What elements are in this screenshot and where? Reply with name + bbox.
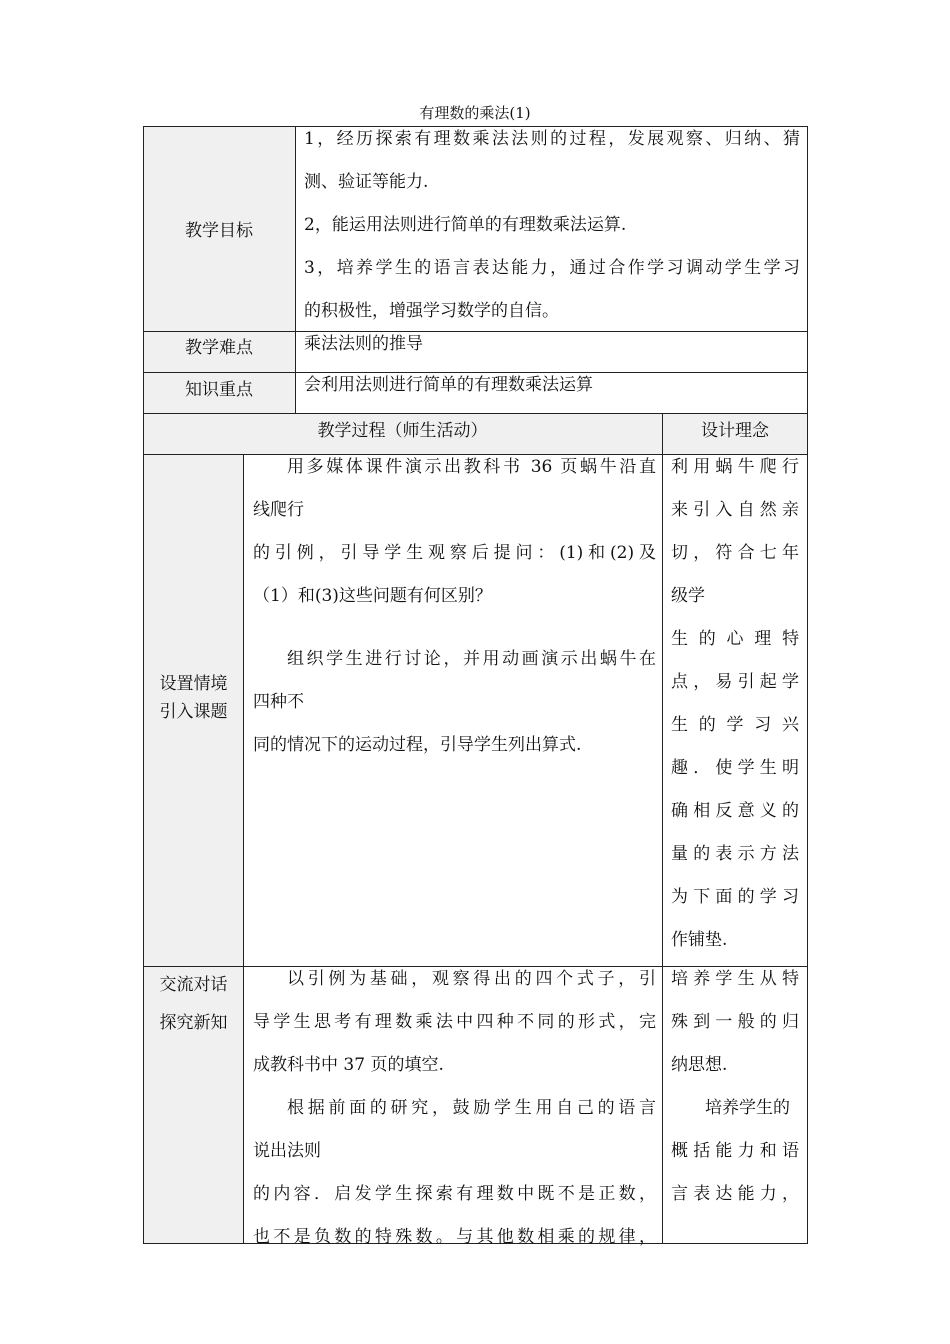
process-line: 同的情况下的运动过程，引导学生列出算式.	[253, 735, 582, 755]
difficulty-label: 教学难点	[185, 338, 253, 358]
section2-process	[253, 958, 656, 1259]
process-line: 导学生思考有理数乘法中四种不同的形式，完	[253, 1012, 656, 1032]
goals-line: 测、验证等能力.	[304, 172, 429, 192]
process-line: 成教科书中 37 页的填空.	[253, 1055, 444, 1075]
goals-line: 3，培养学生的语言表达能力，通过合作学习调动学生学习	[304, 258, 800, 278]
goals-label: 教学目标	[185, 221, 253, 241]
concept-header: 设计理念	[701, 421, 769, 441]
concept-line: 纳思想.	[671, 1055, 728, 1075]
concept-line: 利用蜗牛爬行	[671, 457, 799, 477]
section2-concept	[671, 958, 799, 1216]
section1-label-line: 设置情境	[159, 674, 228, 694]
table-border-right	[807, 126, 808, 1244]
section1-process	[253, 446, 656, 767]
process-line: 根据前面的研究，鼓励学生用自己的语言	[287, 1098, 656, 1118]
section2-label-line: 探究新知	[159, 1013, 228, 1033]
process-header: 教学过程（师生活动）	[317, 421, 488, 441]
col-divider	[243, 454, 244, 1244]
goals-line: 2，能运用法则进行简单的有理数乘法运算.	[304, 215, 627, 235]
process-line: 说出法则	[253, 1141, 321, 1161]
row-divider	[143, 413, 808, 414]
section2-label	[143, 966, 244, 1042]
blank-line	[253, 618, 656, 638]
concept-line: 点，易引起学	[671, 672, 799, 692]
difficulty-text: 乘法法则的推导	[304, 334, 423, 354]
concept-line: 言表达能力，	[671, 1184, 799, 1204]
concept-line: 切，符合七年	[671, 543, 799, 563]
keypoint-text: 会利用法则进行简单的有理数乘法运算	[304, 375, 593, 395]
process-line: 的内容．启发学生探索有理数中既不是正数，	[253, 1184, 656, 1204]
concept-line: 生的学习兴	[671, 715, 799, 735]
process-line: 线爬行	[253, 500, 304, 520]
section1-label-line: 引入课题	[159, 702, 228, 722]
goals-text	[304, 118, 800, 333]
concept-line: 量的表示方法	[671, 844, 799, 864]
concept-line: 为下面的学习	[671, 887, 799, 907]
process-line: 以引例为基础，观察得出的四个式子，引	[287, 969, 656, 989]
concept-line: 级学	[671, 586, 705, 606]
concept-line: 殊到一般的归	[671, 1012, 799, 1032]
concept-line: 来引入自然亲	[671, 500, 799, 520]
process-line: 用多媒体课件演示出教科书 36 页蜗牛沿直	[287, 457, 656, 477]
goals-line: 的积极性，增强学习数学的自信。	[304, 301, 559, 321]
col-divider	[662, 413, 663, 1244]
concept-line: 生的心理特	[671, 629, 799, 649]
document-title: 有理数的乘法(1)	[419, 104, 531, 122]
process-line: （1）和(3)这些问题有何区别？	[253, 586, 492, 606]
keypoint-label: 知识重点	[185, 380, 253, 400]
process-line: 组织学生进行讨论，并用动画演示出蜗牛在	[287, 649, 656, 669]
concept-line: 确相反意义的	[671, 801, 799, 821]
section1-label	[143, 670, 244, 726]
concept-line: 培养学生的	[705, 1098, 790, 1118]
process-line: 四种不	[253, 692, 304, 712]
process-line: 也不是负数的特殊数。与其他数相乘的规律，	[253, 1227, 656, 1247]
section2-label-line: 交流对话	[159, 975, 228, 995]
concept-line: 作铺垫.	[671, 930, 728, 950]
goals-line: 1，经历探索有理数乘法法则的过程，发展观察、归纳、猜	[304, 129, 800, 149]
concept-line: 趣．使学生明	[671, 758, 799, 778]
concept-line: 培养学生从特	[671, 969, 799, 989]
lesson-plan-table	[143, 126, 808, 1247]
process-line: 的引例，引导学生观察后提问：(1)和(2)及	[253, 543, 656, 563]
concept-line: 概括能力和语	[671, 1141, 799, 1161]
col-divider	[295, 126, 296, 413]
section1-concept	[671, 446, 799, 962]
